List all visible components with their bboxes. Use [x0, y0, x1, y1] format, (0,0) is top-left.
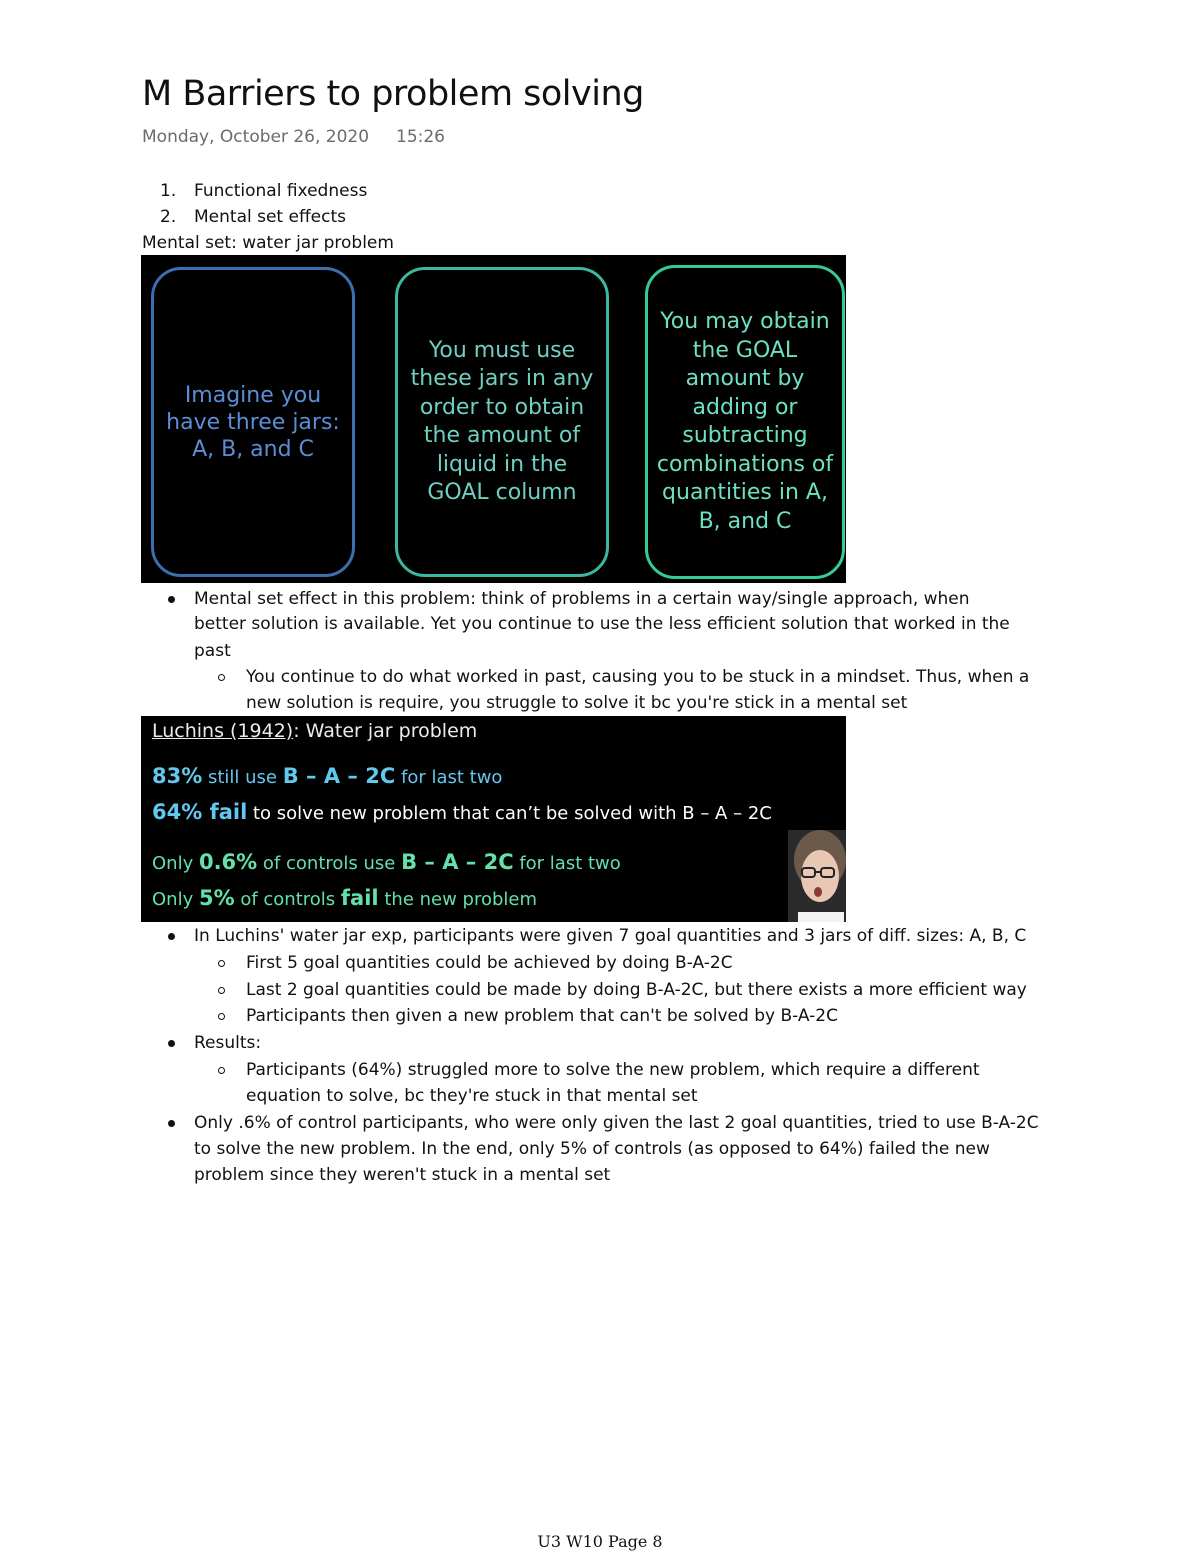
bullet-text: problem since they weren't stuck in a mental set [194, 1165, 611, 1185]
stat-83: 83% [152, 764, 203, 788]
page-time: 15:26 [396, 127, 445, 147]
line-text: for last two [513, 853, 621, 874]
list-number: 2. [160, 207, 177, 227]
sub-bullet-text: You continue to do what worked in past, causing you to be stuck in a mindset. Thus, when a [246, 667, 1030, 687]
stat-64-fail: 64% fail [152, 800, 248, 824]
sub-bullet-text: new solution is require, you struggle to solve it bc you're stick in a mental set [246, 693, 908, 713]
luchins-results-slide [141, 716, 846, 922]
slide-card-3 [645, 265, 845, 579]
slide-title [152, 720, 477, 742]
bullet-icon [168, 596, 175, 603]
slide-line-4 [152, 886, 537, 910]
bullet-text: Mental set effect in this problem: think of problems in a certain way/single approach, when [194, 589, 970, 609]
slide-line-1 [152, 764, 502, 788]
citation: Luchins (1942) [152, 720, 294, 742]
sub-bullet-icon [218, 1013, 225, 1020]
sub-bullet-text: Participants then given a new problem that can't be solved by B-A-2C [246, 1006, 838, 1026]
line-text: the new problem [378, 889, 538, 910]
page-date: Monday, October 26, 2020 [142, 127, 370, 147]
card-text: You must use these jars in any order to obtain the amount of liquid in the GOAL column [410, 337, 594, 505]
sub-bullet-text: equation to solve, bc they're stuck in that mental set [246, 1086, 698, 1106]
sub-bullet-text: Last 2 goal quantities could be made by doing B-A-2C, but there exists a more efficient way [246, 980, 1027, 1000]
page-footer: U3 W10 Page 8 [537, 1532, 663, 1551]
slide-card-1 [151, 267, 355, 577]
line-text: Only [152, 889, 199, 910]
card-text: You may obtain the GOAL amount by adding or subtracting combinations of quantities in A, B, and C [656, 309, 834, 534]
bullet-text: past [194, 641, 231, 661]
fail-word: fail [340, 886, 379, 910]
sub-bullet-text: Participants (64%) struggled more to solve the new problem, which require a different [246, 1060, 980, 1080]
line-text: of controls [234, 889, 341, 910]
presenter-webcam-thumbnail [788, 830, 846, 922]
section-heading: Mental set: water jar problem [142, 233, 394, 253]
slide-line-3 [152, 850, 621, 874]
slide-line-2 [152, 800, 772, 824]
line-text: for last two [395, 767, 503, 788]
line-text: to solve new problem that can’t be solved with B – A – 2C [247, 803, 772, 824]
list-item: Functional fixedness [194, 181, 368, 201]
list-item: Mental set effects [194, 207, 346, 227]
stat-5: 5% [198, 886, 235, 910]
sub-bullet-icon [218, 960, 225, 967]
bullet-text: Results: [194, 1033, 262, 1053]
bullet-text: In Luchins' water jar exp, participants were given 7 goal quantities and 3 jars of diff. sizes: A, B, C [194, 926, 1027, 946]
bullet-text: Only .6% of control participants, who were only given the last 2 goal quantities, tried to use B-A-2C [194, 1113, 1039, 1133]
water-jar-intro-slide [141, 255, 846, 583]
sub-bullet-icon [218, 987, 225, 994]
sub-bullet-icon [218, 674, 225, 681]
formula: B – A – 2C [282, 764, 396, 788]
page-title: M Barriers to problem solving [142, 74, 644, 114]
line-text: of controls use [257, 853, 402, 874]
line-text: still use [202, 767, 283, 788]
bullet-text: to solve the new problem. In the end, only 5% of controls (as opposed to 64%) failed the new [194, 1139, 990, 1159]
slide-card-2 [395, 267, 609, 577]
stat-0-6: 0.6% [198, 850, 258, 874]
bullet-icon [168, 1040, 175, 1047]
bullet-icon [168, 1120, 175, 1127]
slide-title-rest: : Water jar problem [293, 720, 478, 742]
bullet-icon [168, 933, 175, 940]
card-text: Imagine you have three jars: A, B, and C [166, 382, 340, 462]
sub-bullet-icon [218, 1067, 225, 1074]
formula: B – A – 2C [401, 850, 514, 874]
bullet-text: better solution is available. Yet you continue to use the less efficient solution that worked in the [194, 614, 1010, 634]
list-number: 1. [160, 181, 177, 201]
line-text: Only [152, 853, 199, 874]
sub-bullet-text: First 5 goal quantities could be achieved by doing B-A-2C [246, 953, 733, 973]
